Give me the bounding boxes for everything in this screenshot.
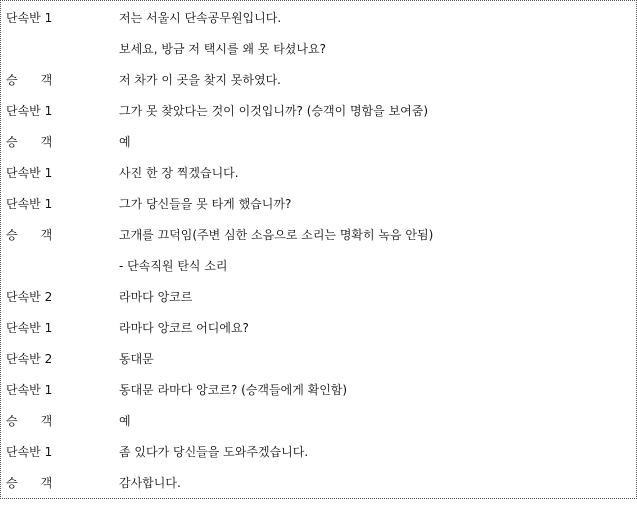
speaker-label: 단속반 2 xyxy=(6,290,53,304)
speaker-label: 단속반 1 xyxy=(6,166,53,180)
dialogue-line: 저 차가 이 곳을 찾지 못하였다. xyxy=(119,73,281,87)
transcript-row xyxy=(0,258,637,289)
transcript-row xyxy=(0,196,637,227)
transcript-row xyxy=(0,41,637,72)
transcript-row xyxy=(0,10,637,41)
dialogue-line: - 단속직원 탄식 소리 xyxy=(119,259,228,273)
dialogue-line: 감사합니다. xyxy=(119,476,181,490)
dialogue-line: 라마다 앙코르 어디에요? xyxy=(119,321,249,335)
speaker-label: 단속반 1 xyxy=(6,104,53,118)
transcript-row xyxy=(0,227,637,258)
transcript-row xyxy=(0,103,637,134)
dialogue-line: 그가 못 찾았다는 것이 이것입니까? (승객이 명함을 보여줌) xyxy=(119,104,429,118)
dialogue-line: 그가 당신들을 못 타게 했습니까? xyxy=(119,197,292,211)
transcript-row xyxy=(0,475,637,506)
speaker-label: 단속반 1 xyxy=(6,197,53,211)
transcript-row xyxy=(0,134,637,165)
transcript-row xyxy=(0,444,637,475)
speaker-label: 승객 xyxy=(6,476,76,490)
transcript-row xyxy=(0,320,637,351)
speaker-label: 단속반 1 xyxy=(6,445,53,459)
dialogue-line: 동대문 라마다 앙코르? (승객들에게 확인함) xyxy=(119,383,348,397)
speaker-label: 승객 xyxy=(6,135,76,149)
dialogue-line: 라마다 앙코르 xyxy=(119,290,193,304)
transcript-row xyxy=(0,72,637,103)
dialogue-line: 사진 한 장 찍겠습니다. xyxy=(119,166,239,180)
transcript-row xyxy=(0,165,637,196)
dialogue-line: 고개를 끄덕임(주변 심한 소음으로 소리는 명확히 녹음 안됨) xyxy=(119,228,434,242)
transcript-row xyxy=(0,382,637,413)
speaker-label: 단속반 1 xyxy=(6,383,53,397)
speaker-label: 단속반 1 xyxy=(6,321,53,335)
speaker-label: 승객 xyxy=(6,414,76,428)
transcript-row xyxy=(0,351,637,382)
dialogue-line: 예 xyxy=(119,414,131,428)
speaker-label: 단속반 2 xyxy=(6,352,53,366)
speaker-label: 승객 xyxy=(6,228,76,242)
dialogue-line: 보세요, 방금 저 택시를 왜 못 타셨나요? xyxy=(119,42,326,56)
dialogue-line: 동대문 xyxy=(119,352,154,366)
speaker-label: 승객 xyxy=(6,73,76,87)
dialogue-line: 좀 있다가 당신들을 도와주겠습니다. xyxy=(119,445,309,459)
dialogue-line: 예 xyxy=(119,135,131,149)
transcript-row xyxy=(0,413,637,444)
dialogue-line: 저는 서울시 단속공무원입니다. xyxy=(119,11,282,25)
speaker-label: 단속반 1 xyxy=(6,11,53,25)
transcript-row xyxy=(0,289,637,320)
